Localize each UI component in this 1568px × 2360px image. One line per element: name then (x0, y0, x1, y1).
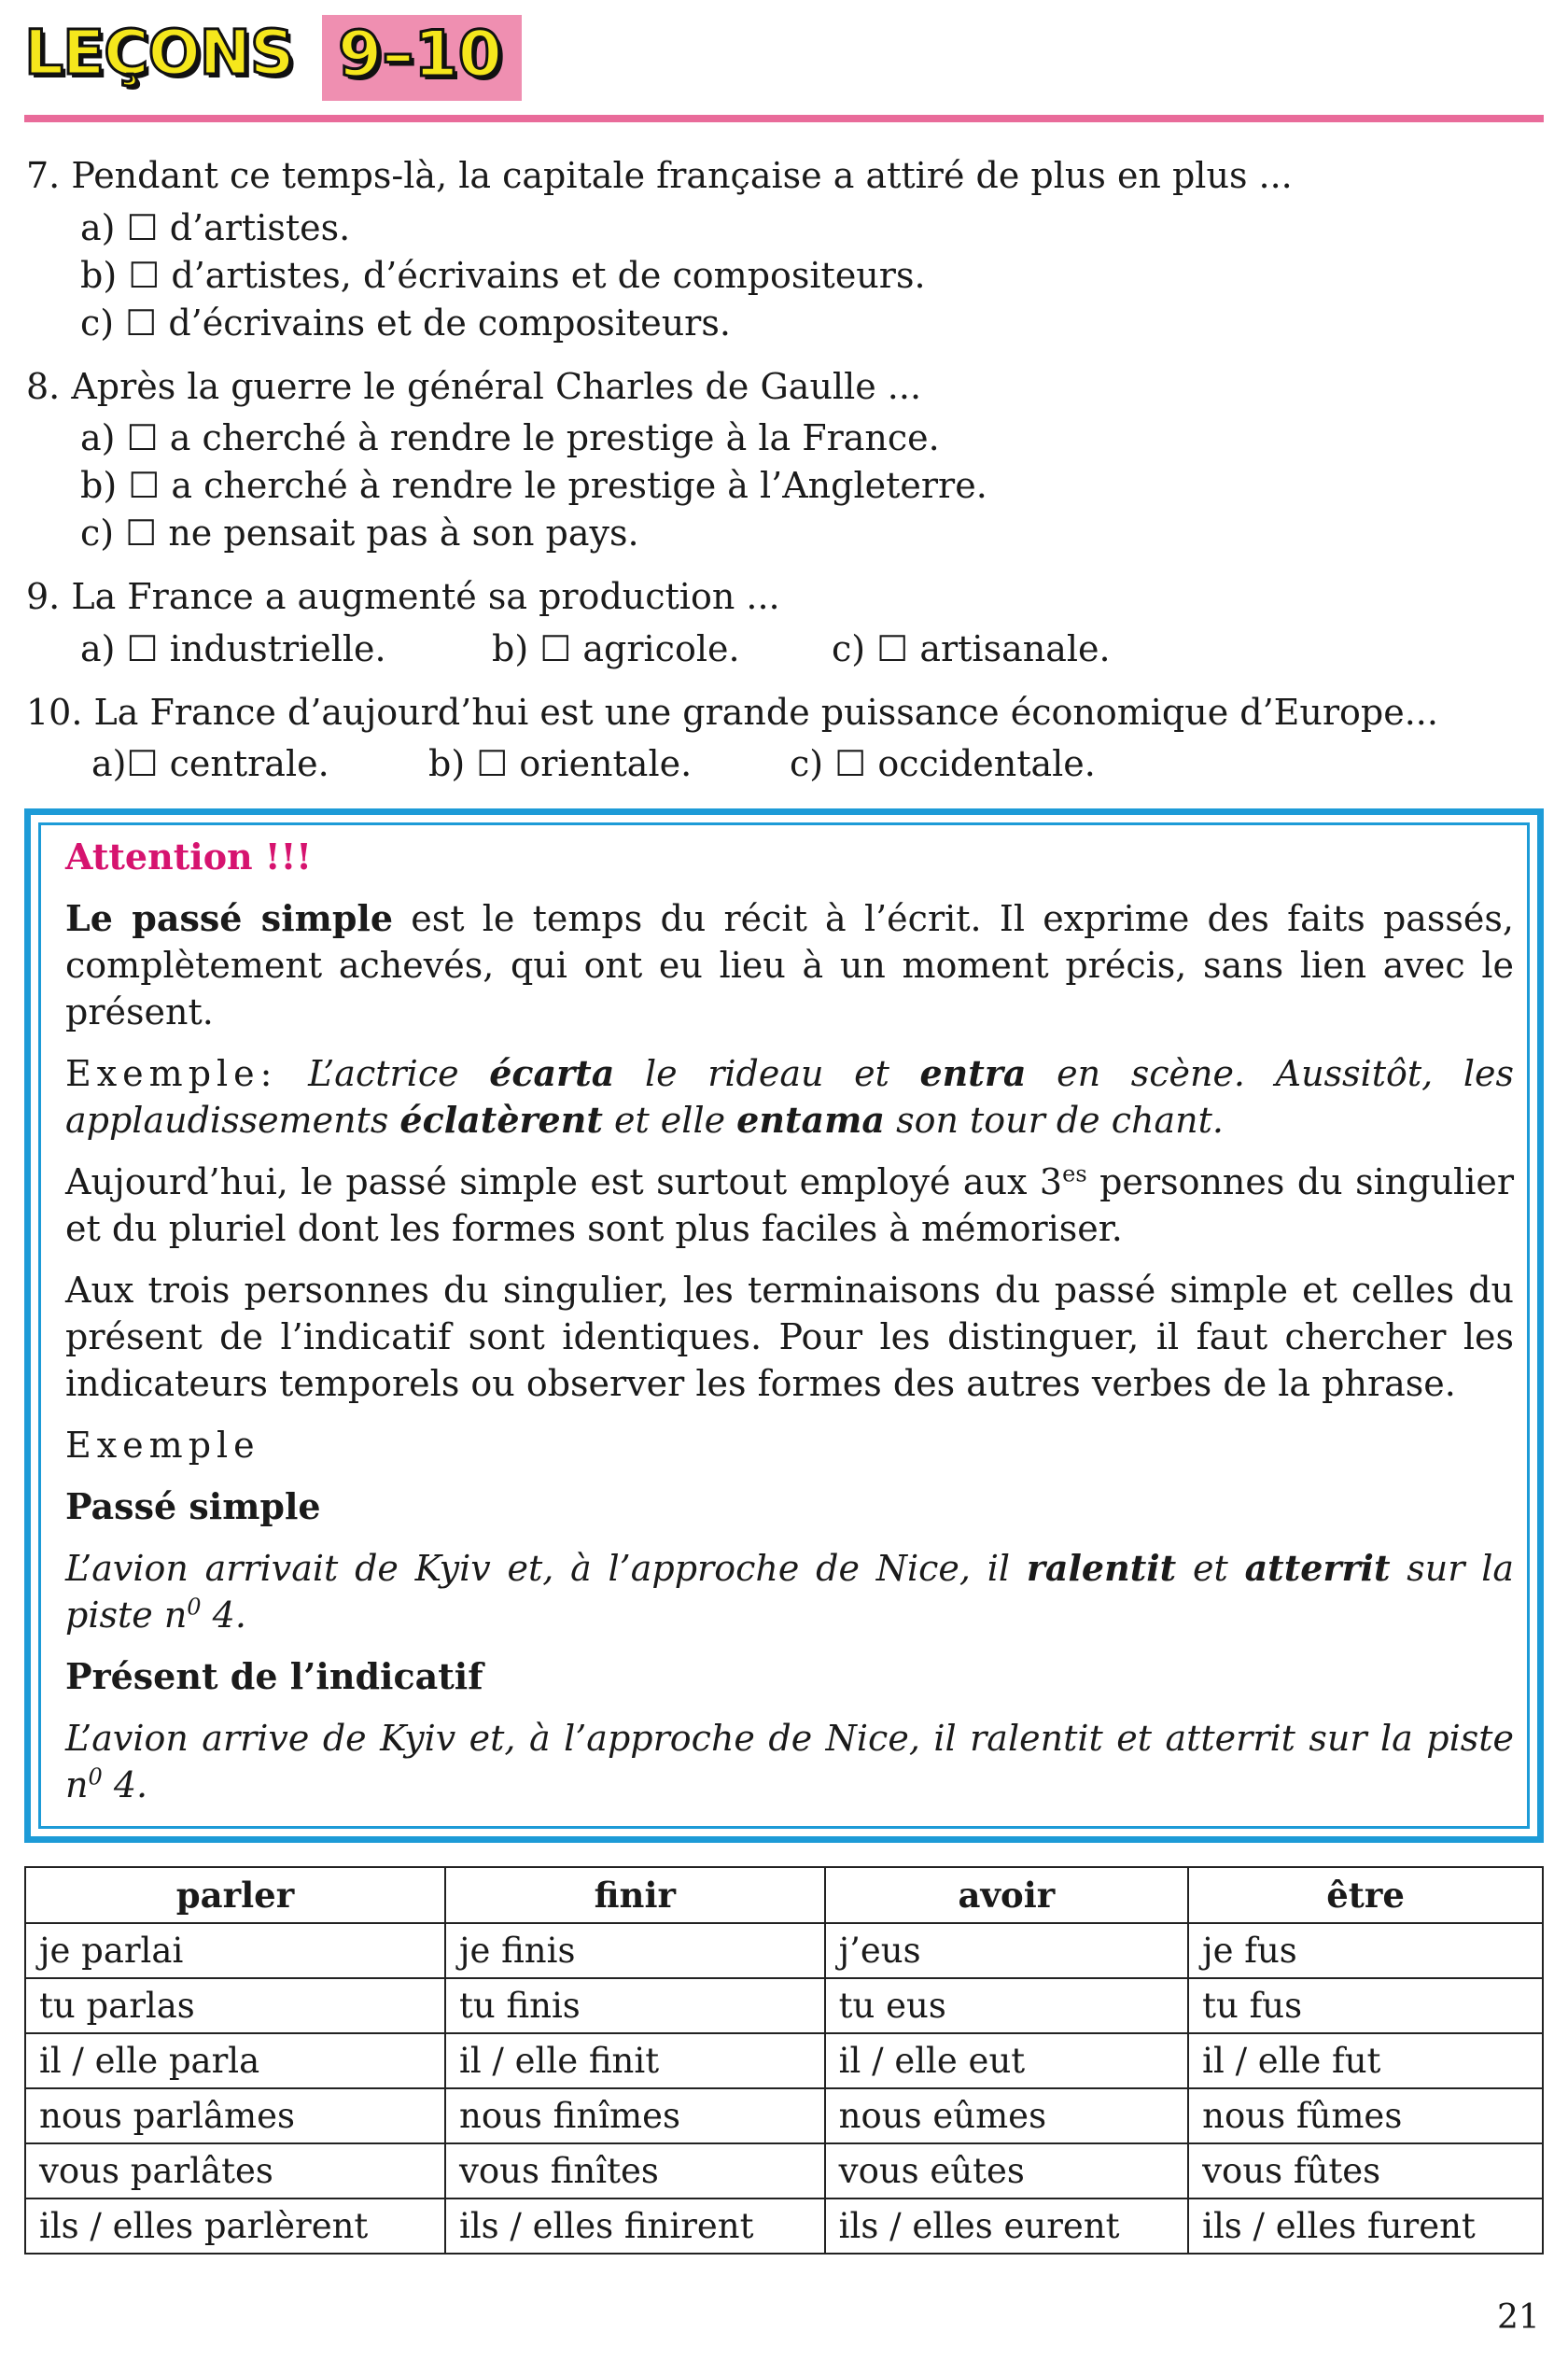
table-row (25, 2143, 1543, 2198)
table-cell: vous fûtes (1188, 2143, 1543, 2198)
number-superscript: 0 (187, 1594, 202, 1621)
question-8-option-c[interactable]: c) ☐ ne pensait pas à son pays. (80, 513, 639, 554)
example-1-sentence (65, 1053, 1514, 1141)
table-cell: je finis (445, 1923, 825, 1978)
question-8-option-a[interactable]: a) ☐ a cherché à rendre le prestige à la France. (80, 417, 940, 458)
table-cell: il / elle parla (25, 2033, 445, 2088)
table-cell: tu parlas (25, 1978, 445, 2033)
question-7-option-c[interactable]: c) ☐ d’écrivains et de compositeurs. (80, 302, 731, 344)
question-7-stem: 7. Pendant ce temps-là, la capitale française a attiré de plus en plus ... (26, 155, 1293, 196)
table-cell: nous finîmes (445, 2088, 825, 2143)
table-row (25, 2033, 1543, 2088)
table-cell: nous parlâmes (25, 2088, 445, 2143)
table-cell: ils / elles eurent (825, 2198, 1188, 2254)
example-1-part: en scène. Aussitôt, les applaudissements (65, 1053, 1514, 1141)
definition-paragraph (65, 895, 1514, 1035)
table-row (25, 1923, 1543, 1978)
example-2-label: Exemple (65, 1425, 260, 1466)
table-cell: ils / elles finirent (445, 2198, 825, 2254)
table-cell: il / elle eut (825, 2033, 1188, 2088)
table-cell: il / elle fut (1188, 2033, 1543, 2088)
table-cell: tu fus (1188, 1978, 1543, 2033)
lesson-number: 9–10 (338, 18, 502, 91)
table-cell: tu eus (825, 1978, 1188, 2033)
table-row (25, 1978, 1543, 2033)
header-rule (24, 115, 1544, 122)
table-cell: tu finis (445, 1978, 825, 2033)
example-1-part: L’actrice (308, 1053, 490, 1094)
header-etre: être (1188, 1867, 1543, 1923)
header-finir: finir (445, 1867, 825, 1923)
conjugation-table (24, 1866, 1544, 2255)
question-10-option-c[interactable]: c) ☐ occidentale. (790, 743, 1096, 784)
usage-superscript: es (1062, 1160, 1087, 1187)
table-cell: j’eus (825, 1923, 1188, 1978)
example-1-part: et elle (602, 1100, 737, 1141)
question-8-stem: 8. Après la guerre le général Charles de Gaulle ... (26, 366, 922, 407)
example-1-part: son tour de chant. (884, 1100, 1224, 1141)
question-10-option-a[interactable]: a)☐ centrale. (91, 743, 329, 784)
present-example-part: L’avion arrive de Kyiv et, à l’approche de Nice, il ralentit et atterrit sur la piste n (65, 1718, 1514, 1805)
definition-text: est le temps du récit à l’écrit. Il exprime des faits passés, complètement achevés, qui ont eu lieu à un moment précis, sans lien avec le présent. (65, 898, 1514, 1032)
table-row (25, 2198, 1543, 2254)
table-cell: nous fûmes (1188, 2088, 1543, 2143)
example-1 (65, 1050, 1514, 1144)
example-1-verb-ecarta: écarta (489, 1052, 615, 1094)
question-7-option-a[interactable]: a) ☐ d’artistes. (80, 207, 351, 248)
lesson-heading-word: LEÇONS (24, 17, 294, 89)
table-cell: vous finîtes (445, 2143, 825, 2198)
header-parler: parler (25, 1867, 445, 1923)
page-number: 21 (1497, 2298, 1540, 2337)
present-indicatif-example (65, 1715, 1514, 1808)
passe-simple-example-part: 4. (201, 1594, 246, 1636)
table-cell: nous eûmes (825, 2088, 1188, 2143)
verb-atterrit: atterrit (1244, 1547, 1391, 1589)
example-1-verb-eclaterent: éclatèrent (399, 1099, 603, 1141)
passe-simple-example-part: sur la piste n (65, 1548, 1514, 1636)
table-cell: il / elle finit (445, 2033, 825, 2088)
term-passe-simple: Le passé simple (65, 897, 394, 939)
verb-ralentit: ralentit (1026, 1547, 1177, 1589)
table-cell: je fus (1188, 1923, 1543, 1978)
question-9-option-a[interactable]: a) ☐ industrielle. (80, 628, 386, 669)
usage-text: personnes du singulier et du pluriel dont les formes sont plus faciles à mémoriser. (65, 1161, 1514, 1249)
distinction-paragraph: Aux trois personnes du singulier, les terminaisons du passé simple et celles du présent de l’indicatif sont identiques. Pour les distinguer, il faut chercher les indicateurs temporels ou observer les formes des autres verbes de la phrase. (65, 1270, 1514, 1404)
present-example-part: 4. (102, 1764, 148, 1805)
question-10-stem: 10. La France d’aujourd’hui est une grande puissance économique d’Europe... (26, 692, 1438, 733)
usage-paragraph (65, 1159, 1514, 1252)
table-cell: vous eûtes (825, 2143, 1188, 2198)
example-1-verb-entra: entra (919, 1052, 1027, 1094)
table-row (25, 2088, 1543, 2143)
usage-text: Aujourd’hui, le passé simple est surtout employé aux 3 (65, 1161, 1063, 1202)
attention-title: Attention !!! (65, 836, 312, 878)
example-1-part: le rideau et (614, 1053, 920, 1094)
question-9-stem: 9. La France a augmenté sa production ... (26, 576, 780, 617)
header-avoir: avoir (825, 1867, 1188, 1923)
attention-box (24, 808, 1544, 1843)
table-cell: vous parlâtes (25, 2143, 445, 2198)
question-9-option-c[interactable]: c) ☐ artisanale. (832, 628, 1111, 669)
question-8-option-b[interactable]: b) ☐ a cherché à rendre le prestige à l’Angleterre. (80, 465, 987, 506)
question-9-option-b[interactable]: b) ☐ agricole. (492, 628, 740, 669)
table-cell: ils / elles parlèrent (25, 2198, 445, 2254)
heading-passe-simple: Passé simple (65, 1485, 321, 1527)
table-cell: je parlai (25, 1923, 445, 1978)
number-superscript: 0 (88, 1763, 103, 1791)
question-7-option-b[interactable]: b) ☐ d’artistes, d’écrivains et de compositeurs. (80, 255, 926, 296)
example-1-label: Exemple: (65, 1053, 278, 1094)
question-10-option-b[interactable]: b) ☐ orientale. (428, 743, 693, 784)
table-header-row (25, 1867, 1543, 1923)
passe-simple-example-part: L’avion arrivait de Kyiv et, à l’approche de Nice, il (65, 1548, 1027, 1589)
attention-content (65, 834, 1514, 1823)
passe-simple-example-part: et (1176, 1548, 1245, 1589)
example-1-verb-entama: entama (736, 1099, 885, 1141)
table-cell: ils / elles furent (1188, 2198, 1543, 2254)
heading-present-indicatif: Présent de l’indicatif (65, 1655, 483, 1697)
passe-simple-example (65, 1545, 1514, 1638)
